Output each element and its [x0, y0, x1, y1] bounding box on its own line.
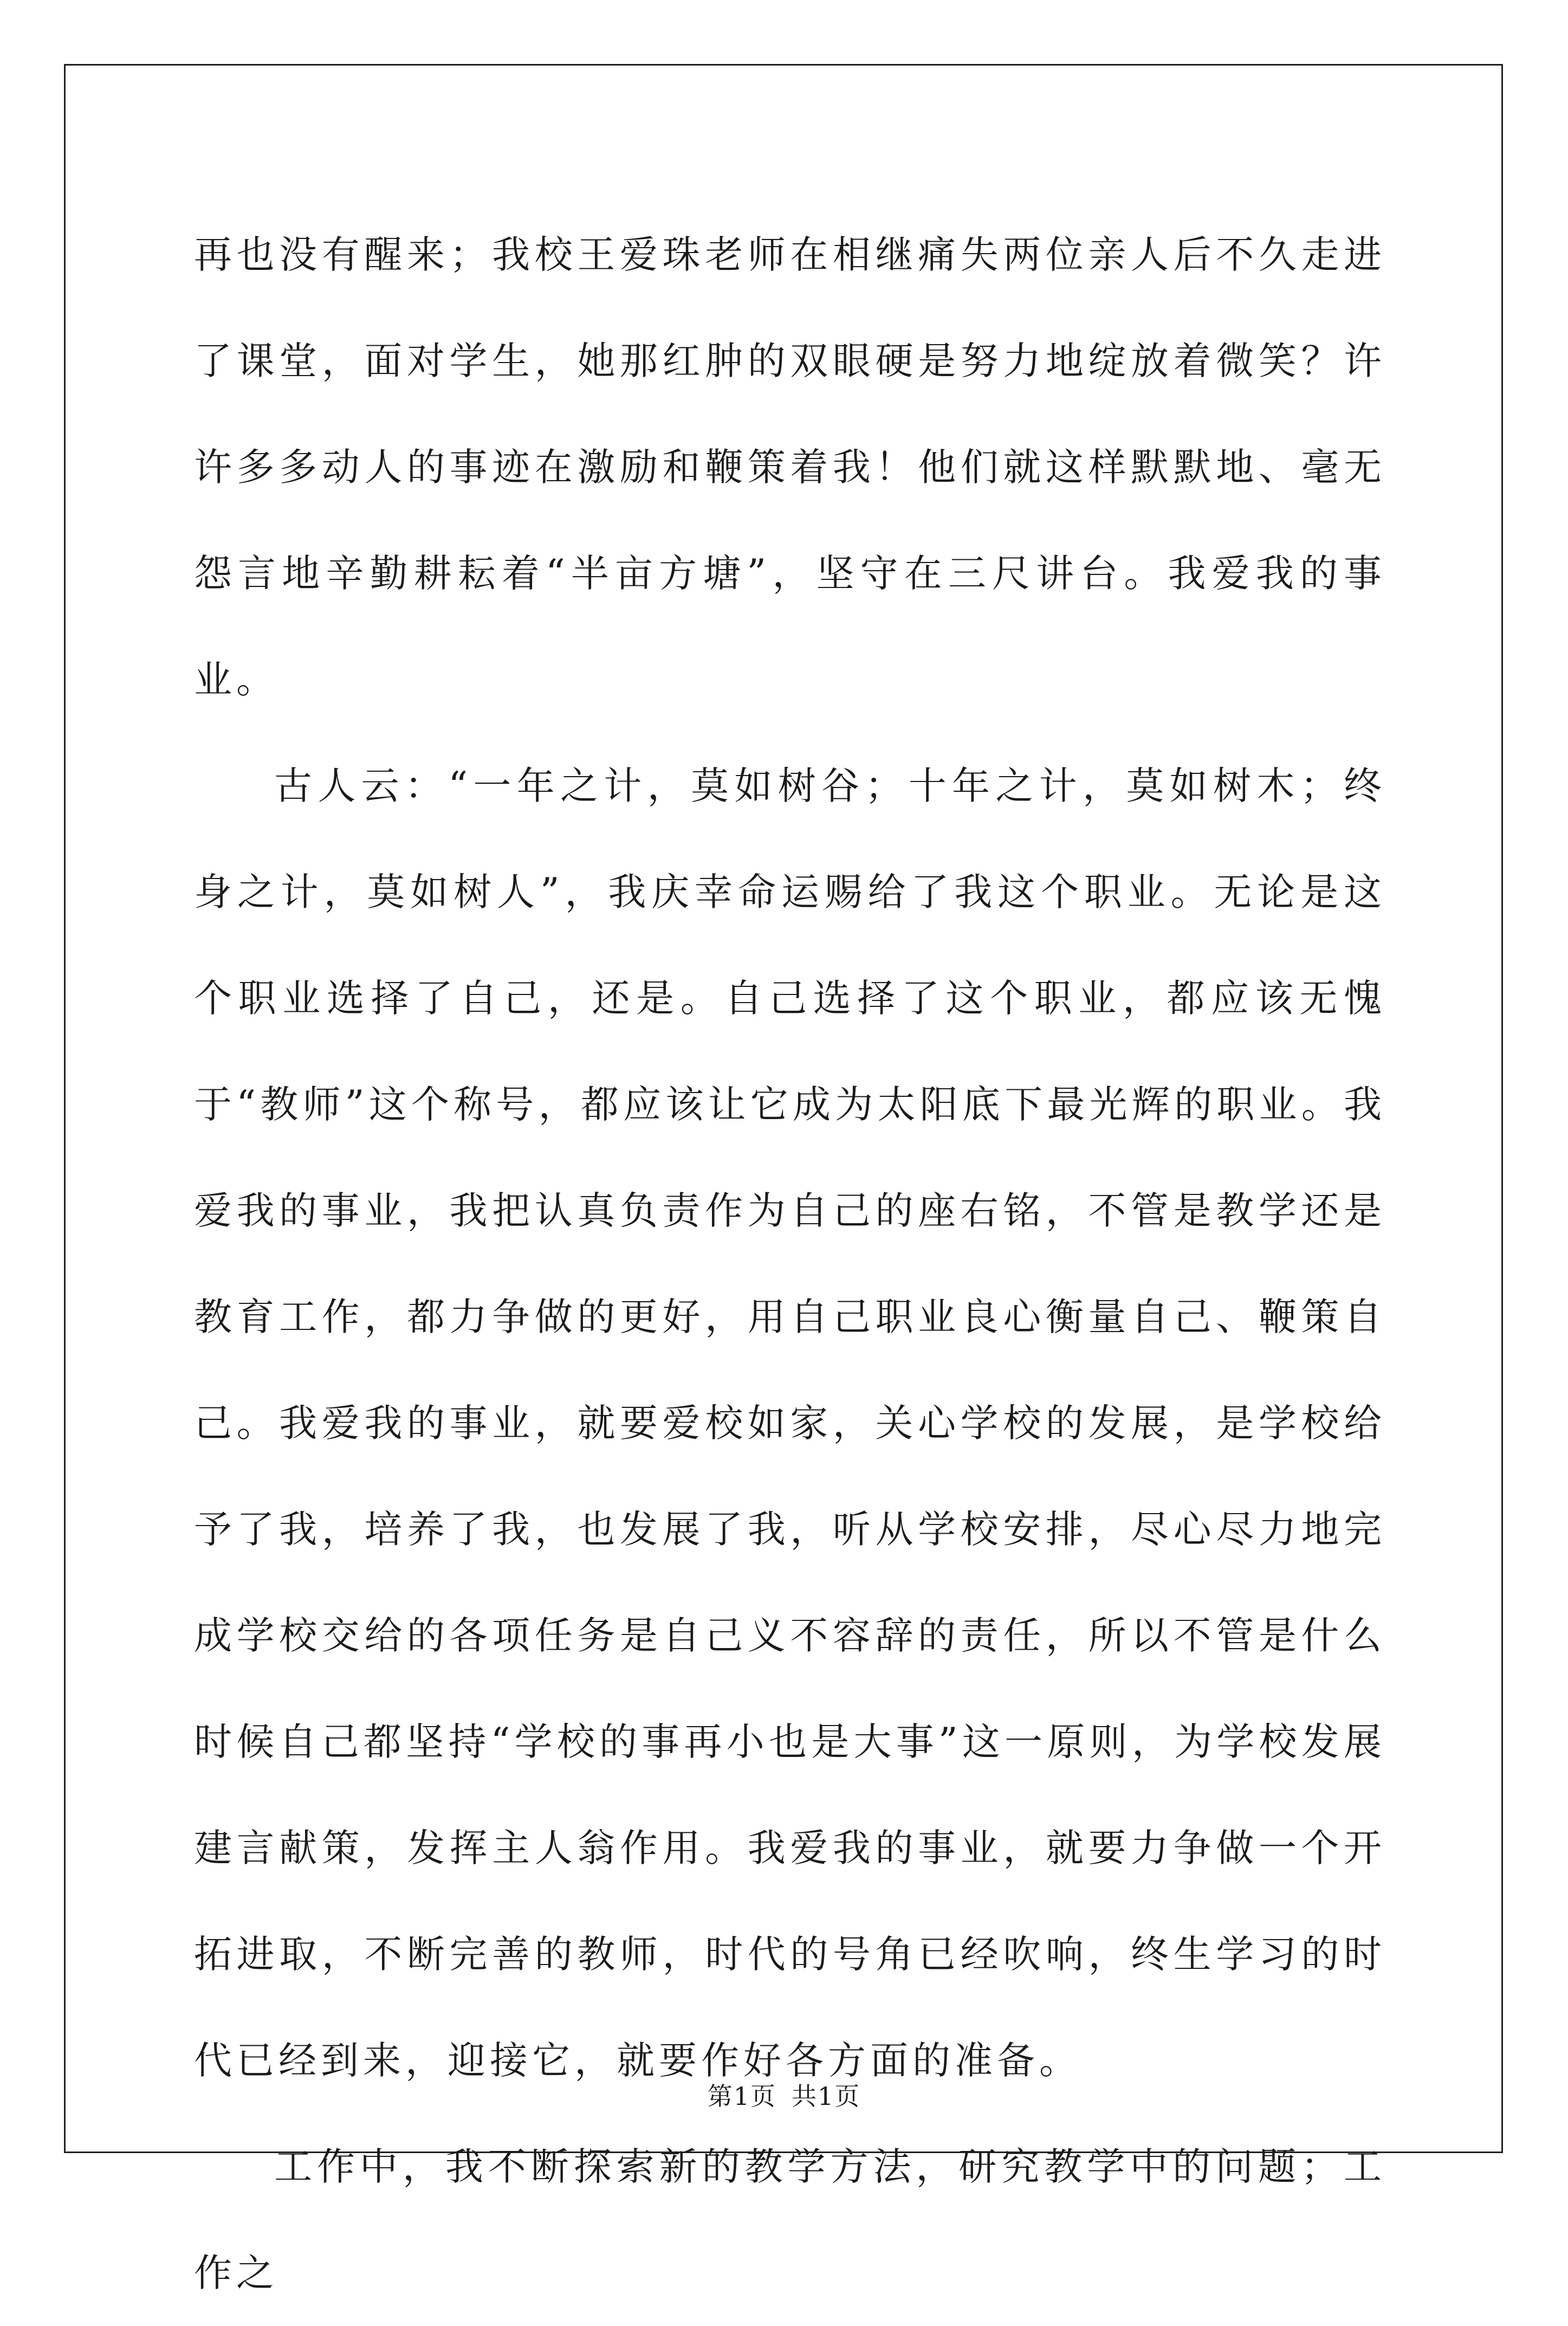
page-number: 第1页: [707, 2082, 776, 2111]
paragraph-1: 再也没有醒来；我校王爱珠老师在相继痛失两位亲人后不久走进了课堂，面对学生，她那红肿的双眼硬是努力地绽放着微笑？许许多多动人的事迹在激励和鞭策着我！他们就这样默默地、毫无怨言地辛勤耕耘着“半亩方塘”，坚守在三尺讲台。我爱我的事业。: [194, 232, 1386, 702]
paragraph-2: 古人云：“一年之计，莫如树谷；十年之计，莫如树木；终身之计，莫如树人”，我庆幸命运赐给了我这个职业。无论是这个职业选择了自己，还是。自己选择了这个职业，都应该无愧于“教师”这个称号，都应该让它成为太阳底下最光辉的职业。我爱我的事业，我把认真负责作为自己的座右铭，不管是教学还是教育工作，都力争做的更好，用自己职业良心衡量自己、鞭策自己。我爱我的事业，就要爱校如家，关心学校的发展，是学校给予了我，培养了我，也发展了我，听从学校安排，尽心尽力地完成学校交给的各项任务是自己义不容辞的责任，所以不管是什么时候自己都坚持“学校的事再小也是大事”这一原则，为学校发展建言献策，发挥主人翁作用。我爱我的事业，就要力争做一个开拓进取，不断完善的教师，时代的号角已经吹响，终生学习的时代已经到来，迎接它，就要作好各方面的准备。: [194, 764, 1386, 2083]
paragraph-3: 工作中，我不断探索新的教学方法，研究教学中的问题；工作之: [194, 2144, 1386, 2295]
page-total: 共1页: [792, 2082, 861, 2111]
document-body: [194, 202, 1386, 2326]
page-footer: [0, 2080, 1568, 2112]
